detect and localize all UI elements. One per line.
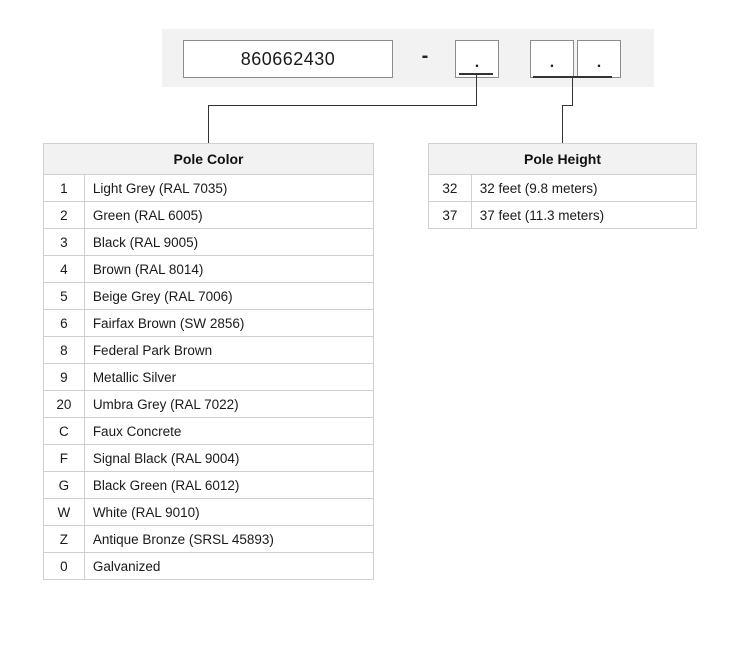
connector-color-horizontal xyxy=(208,105,477,106)
table-header-row xyxy=(44,144,374,175)
color-code: 4 xyxy=(44,256,85,283)
color-desc: Umbra Grey (RAL 7022) xyxy=(84,391,373,418)
color-desc: White (RAL 9010) xyxy=(84,499,373,526)
table-row xyxy=(44,310,374,337)
color-code: 5 xyxy=(44,283,85,310)
color-desc: Light Grey (RAL 7035) xyxy=(84,175,373,202)
pole-height-table xyxy=(428,143,697,229)
table-row xyxy=(44,202,374,229)
color-desc: Galvanized xyxy=(84,553,373,580)
table-row xyxy=(44,526,374,553)
connector-color-vertical-top xyxy=(476,75,477,105)
color-desc: Federal Park Brown xyxy=(84,337,373,364)
color-code: C xyxy=(44,418,85,445)
color-desc: Brown (RAL 8014) xyxy=(84,256,373,283)
table-row xyxy=(429,175,697,202)
table-row xyxy=(44,229,374,256)
color-desc: Black (RAL 9005) xyxy=(84,229,373,256)
color-code: 0 xyxy=(44,553,85,580)
color-code: 1 xyxy=(44,175,85,202)
color-code: F xyxy=(44,445,85,472)
color-code: 6 xyxy=(44,310,85,337)
table-row xyxy=(44,337,374,364)
part-number-bar xyxy=(162,29,654,87)
color-desc: Green (RAL 6005) xyxy=(84,202,373,229)
pole-height-table-header: Pole Height xyxy=(429,144,697,175)
color-desc: Beige Grey (RAL 7006) xyxy=(84,283,373,310)
color-desc: Black Green (RAL 6012) xyxy=(84,472,373,499)
pole-height-table-body xyxy=(429,175,697,229)
color-code: Z xyxy=(44,526,85,553)
height-desc: 37 feet (11.3 meters) xyxy=(471,202,696,229)
pole-color-table-header: Pole Color xyxy=(44,144,374,175)
table-header-row xyxy=(429,144,697,175)
pole-color-table xyxy=(43,143,374,580)
connector-color-vertical-bottom xyxy=(208,105,209,143)
height-desc: 32 feet (9.8 meters) xyxy=(471,175,696,202)
slot-2[interactable] xyxy=(530,40,574,78)
color-code: G xyxy=(44,472,85,499)
color-code: 8 xyxy=(44,337,85,364)
color-code: 9 xyxy=(44,364,85,391)
pole-height-slot-value: . xyxy=(596,54,602,71)
color-code: W xyxy=(44,499,85,526)
table-row xyxy=(44,391,374,418)
table-row xyxy=(44,499,374,526)
color-desc: Metallic Silver xyxy=(84,364,373,391)
color-code: 3 xyxy=(44,229,85,256)
table-row xyxy=(44,418,374,445)
color-desc: Antique Bronze (SRSL 45893) xyxy=(84,526,373,553)
table-row xyxy=(44,445,374,472)
color-desc: Signal Black (RAL 9004) xyxy=(84,445,373,472)
color-desc: Faux Concrete xyxy=(84,418,373,445)
table-row xyxy=(429,202,697,229)
connector-height-horizontal xyxy=(562,105,573,106)
table-row xyxy=(44,553,374,580)
color-code: 2 xyxy=(44,202,85,229)
pole-color-table-body xyxy=(44,175,374,580)
color-code: 20 xyxy=(44,391,85,418)
table-row xyxy=(44,283,374,310)
connector-height-vertical-top xyxy=(572,78,573,105)
table-row xyxy=(44,175,374,202)
pole-height-slot[interactable] xyxy=(577,40,621,78)
pole-color-slot-value: . xyxy=(474,54,480,71)
height-code: 37 xyxy=(429,202,472,229)
part-number-separator: - xyxy=(421,45,429,67)
slot-2-value: . xyxy=(549,54,555,71)
table-row xyxy=(44,472,374,499)
table-row xyxy=(44,364,374,391)
part-number-base[interactable]: 860662430 xyxy=(183,40,393,78)
table-row xyxy=(44,256,374,283)
color-desc: Fairfax Brown (SW 2856) xyxy=(84,310,373,337)
height-code: 32 xyxy=(429,175,472,202)
connector-height-vertical-bottom xyxy=(562,105,563,143)
